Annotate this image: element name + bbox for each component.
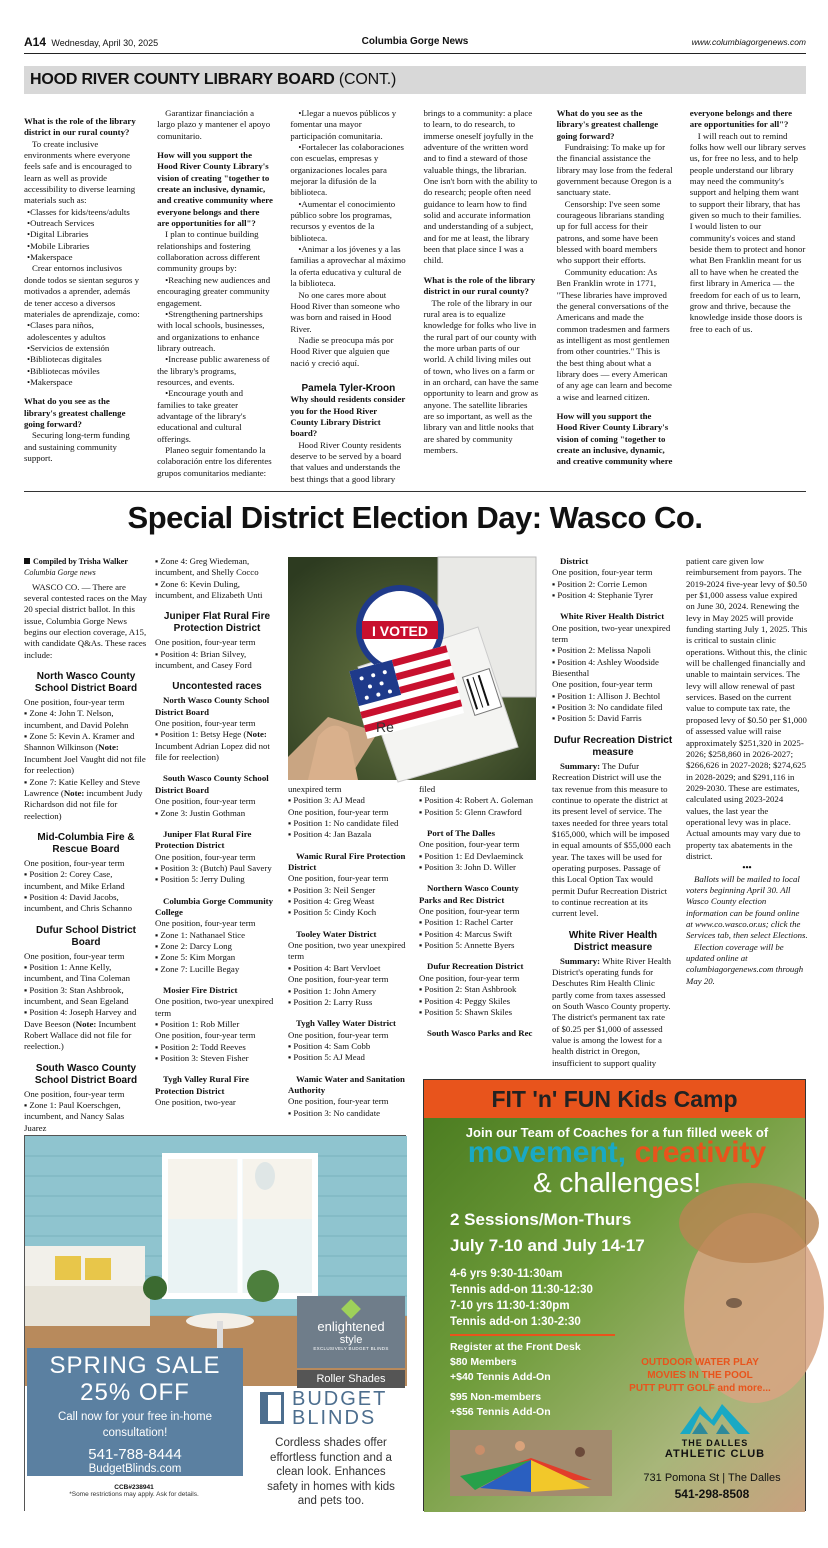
library-paragraph: No one cares more about Hood River than someone who was born and raised in Hood River. xyxy=(290,289,400,334)
library-question: What do you see as the library's greatest challenge going forward? xyxy=(24,396,126,429)
camp-word-movement: movement, xyxy=(467,1136,627,1169)
camp-time-slot: 7-10 yrs 11:30-1:30pm xyxy=(450,1300,570,1312)
race-subheading: Tygh Valley Water District xyxy=(296,1018,396,1029)
race-entry: One position, four-year term xyxy=(419,839,520,850)
race-entry: One position, two-year xyxy=(155,1097,236,1108)
measure-summary: Summary: White River Health District's operating funds for Deschutes Rim Health Clinic partly come from taxes assessed on South Wasco County property. The district's permanent tax rate of $0.25 per $1,000 of assessed value is among the lowest for a health district in Oregon, insufficient to support quality patient care given low reimbursement from payors. The 2019-2024 five-year levy of $0.50 per $1,000 assess value expired on June 30, 2024. Renewing the levy in May 2025 will provide funding starting July 1, 2025. This is critical to sustain clinic operations. Without this, the clinic will be challenged financially and unable to maintain services. The levy will allow renewal of past services. Based on the current value to compute tax rate, the proposed levy of $0.50 per $1,000 of assessed value will raise approximately $251,320 in 2025-2026; $258,860 in 2026-2027; $266,626 in 2027-2028; $274,625 in 2028-2029; and $291,116 in 2029-2030. These are estimates, calculated using 2023-2024 values, the last year the operational levy was in place. Actual amounts may vary due to property tax abatements in the district. xyxy=(552,556,808,1068)
race-subheading: Port of The Dalles xyxy=(427,828,496,839)
envelope-text: Re xyxy=(376,719,394,735)
camp-price-nonmembers: $95 Non-members xyxy=(450,1391,542,1403)
library-paragraph: •Increase public awareness of the library's programs, resources, and events. xyxy=(157,354,270,387)
race-entry: ▪ Position 3: Neil Senger xyxy=(288,884,376,895)
library-paragraph: Censorship: I've seen some courageous librarians standing up for full access for their patrons, and some have been blessed with board members who support their efforts. xyxy=(556,198,665,266)
race-entry: unexpired term xyxy=(288,784,342,794)
library-question: What is the role of the library district in our rural county? xyxy=(24,116,136,138)
race-entry: ▪ Position 4: Stephanie Tyrer xyxy=(552,590,654,601)
library-question: What do you see as the library's greatest challenge going forward? xyxy=(556,108,659,141)
camp-time-slot: 4-6 yrs 9:30-11:30am xyxy=(450,1268,563,1280)
brand-sub: EXCLUSIVELY BUDGET BLINDS xyxy=(313,1346,389,1351)
logo-line-2: BLINDS xyxy=(292,1407,377,1429)
brand-line-2: style xyxy=(339,1334,363,1346)
race-entry: ▪ Position 1: Ed Devlaeminck xyxy=(419,850,524,861)
website-url[interactable]: www.columbiagorgenews.com xyxy=(691,37,806,47)
race-entry: ▪ Position 3: John D. Willer xyxy=(419,862,516,873)
race-entry: One position, four-year term xyxy=(24,950,125,961)
race-entry: ▪ Position 2: Larry Russ xyxy=(288,996,373,1007)
sale-phone[interactable]: 541-788-8444 xyxy=(88,1446,182,1463)
race-subheading: Tooley Water District xyxy=(296,928,377,939)
club-address: 731 Pomona St | The Dalles xyxy=(643,1472,781,1484)
race-entry: ▪ Position 3: AJ Mead xyxy=(288,795,365,806)
ccb-number: CCB#238941 xyxy=(114,1484,154,1491)
race-heading: White River Health District measure xyxy=(568,929,658,953)
race-subheading: Wamic Water and Sanitation Authority xyxy=(288,1073,405,1095)
race-entry: One position, two-year unexpired term xyxy=(155,996,274,1018)
kids-camp-ad[interactable] xyxy=(423,1079,806,1511)
section-title: HOOD RIVER COUNTY LIBRARY BOARD xyxy=(30,71,335,88)
race-entry: One position, two-year unexpired term xyxy=(552,622,671,645)
race-entry: One position, four-year term xyxy=(24,1088,125,1099)
race-entry: ▪ Position 4: Sam Cobb xyxy=(288,1040,371,1051)
race-entry: One position, four-year term xyxy=(288,1029,389,1040)
race-entry: One position, four-year term xyxy=(24,857,125,868)
race-entry: ▪ Zone 5: Kim Morgan xyxy=(155,952,236,963)
race-entry: ▪ Position 1: No candidate filed xyxy=(288,818,399,829)
race-entry: One position, four-year term xyxy=(288,974,389,985)
brand-line-1: enlightened xyxy=(317,1319,385,1334)
race-entry: One position, four-year term xyxy=(155,637,256,648)
camp-time-slot: Tennis add-on 1:30-2:30 xyxy=(450,1316,581,1328)
library-paragraph: To create inclusive environments where everyone feels safe and is encouraged to learn as well as provide accessibility to diverse learning materials such as: xyxy=(24,138,136,206)
camp-extra: MOVIES IN THE POOL xyxy=(647,1370,753,1381)
camp-sessions: 2 Sessions/Mon-Thurs xyxy=(450,1210,632,1229)
library-paragraph: I plan to continue building relationships and fostering collaboration across different community groups by: xyxy=(157,229,261,274)
camp-word-challenges: & challenges! xyxy=(532,1167,702,1198)
ad-copy: Cordless shades offer effortless function and a clean look. Enhances safety in homes with kids and pets too. xyxy=(267,1437,395,1507)
race-subheading: Mosier Fire District xyxy=(163,984,238,995)
race-entry: ▪ Position 3: (Butch) Paul Savery xyxy=(155,862,272,873)
race-entry: ▪ Position 5: Glenn Crawford xyxy=(419,806,522,817)
race-entry: ▪ Position 4: Jan Bazala xyxy=(288,829,372,840)
page-number-text: A14 xyxy=(24,35,47,49)
library-paragraph: •Bibliotecas digitales xyxy=(27,354,102,365)
race-entry: filed xyxy=(419,784,436,794)
race-entry: ▪ Position 4: Greg Weast xyxy=(288,896,375,907)
sale-line-2: 25% OFF xyxy=(80,1379,190,1406)
sale-line-1: SPRING SALE xyxy=(49,1352,221,1379)
race-heading: Juniper Flat Rural Fire Protection District xyxy=(163,611,271,635)
budget-blinds-logo-icon xyxy=(260,1392,284,1424)
camp-price-nonmembers-tennis: +$56 Tennis Add-On xyxy=(450,1406,551,1418)
sale-panel xyxy=(27,1348,243,1476)
race-subheading: North Wasco County School District Board xyxy=(155,695,270,717)
election-column-3 xyxy=(288,784,410,1129)
section-banner xyxy=(24,66,806,94)
enlightened-style-badge xyxy=(297,1296,405,1368)
race-entry: One position, four-year term xyxy=(419,906,520,917)
race-heading: Mid-Columbia Fire & Rescue Board xyxy=(37,831,135,855)
race-entry: ▪ Position 5: Jerry Duling xyxy=(155,874,245,885)
race-entry: ▪ Position 4: Robert A. Goleman xyxy=(419,795,534,806)
library-paragraph: •Digital Libraries xyxy=(27,229,89,240)
library-paragraph: •Makerspace xyxy=(27,376,73,387)
parachute-photo xyxy=(450,1430,612,1496)
race-entry: ▪ Position 4: Joseph Harvey and Dave Beeson (Note: Incumbent Robert Wallace did not file for reelection.) xyxy=(24,1007,137,1052)
race-entry: ▪ Position 5: David Farris xyxy=(552,713,642,724)
race-entry: One position, four-year term xyxy=(155,1030,256,1041)
library-paragraph: I will reach out to remind folks how well our library serves us, for free no less, and to help people understand our library may need the community's support and helping them want to support their library, that has given so much to their families. I would listen to our community's voices and stand beside them to protect and honor what Ben Franklin meant for us all to have when he created the first library in America — the freedom for each of us to learn, grow and thrive, because the knowledge inside those doors is free to each of us. xyxy=(689,130,806,334)
sale-call: Call now for your free in-home consultation! xyxy=(57,1411,213,1439)
race-entry: One position, four-year term xyxy=(155,718,256,729)
i-voted-photo xyxy=(288,557,536,780)
page-header xyxy=(24,32,806,54)
camp-price-members-tennis: +$40 Tennis Add-On xyxy=(450,1371,551,1383)
race-entry: ▪ Position 4: Marcus Swift xyxy=(419,928,513,939)
race-entry: ▪ Position 5: AJ Mead xyxy=(288,1052,365,1063)
race-entry: ▪ Position 4: Brian Silvey, incumbent, and Casey Ford xyxy=(155,648,252,671)
race-entry: One position, four-year term xyxy=(419,972,520,983)
library-paragraph: The role of the library in our rural area is to equalize knowledge for folks who live in the rural part of our county with the more urban parts of our world. A child living miles out of town, who lives on a farm or in an orchard, can have the same opportunity to learn and grow as anyone. The satellite libraries are so important, as well as the library van and little nooks that are shared by community members. xyxy=(423,297,539,455)
camp-extras xyxy=(600,1356,800,1395)
race-entry: One position, four-year term xyxy=(552,679,653,690)
race-entry: ▪ Position 3: No candidate xyxy=(288,1107,381,1118)
fine-print xyxy=(25,1484,243,1498)
logo-line-1: BUDGET xyxy=(292,1388,388,1410)
camp-join: Join our Team of Coaches for a fun filled week of xyxy=(465,1125,769,1140)
camp-register: Register at the Front Desk xyxy=(450,1341,581,1353)
race-entry: ▪ Zone 4: Greg Wiedeman, incumbent, and Shelly Cocco xyxy=(155,556,259,578)
race-entry: ▪ Position 4: Peggy Skiles xyxy=(419,995,511,1006)
race-entry: ▪ Zone 1: Paul Koerschgen, incumbent, and Nancy Salas Juarez xyxy=(24,1100,125,1133)
race-entry: ▪ Zone 2: Darcy Long xyxy=(155,940,232,951)
race-entry: ▪ Zone 1: Nathanael Stice xyxy=(155,929,246,940)
restrictions-note: *Some restrictions may apply. Ask for details. xyxy=(69,1491,199,1498)
race-entry: One position, four-year term xyxy=(552,567,653,578)
race-entry: One position, four-year term xyxy=(24,697,125,708)
library-paragraph: •Clases para niños, adolescentes y adultos xyxy=(27,320,106,342)
race-entry: ▪ Position 5: Shawn Skiles xyxy=(419,1006,513,1017)
library-paragraph: Community education: As Ben Franklin wrote in 1771, "These libraries have improved the general conversations of the Americans and made the common tradesmen and farmers as intelligent as most gentlemen from other countries." This is the best thing about what a library does — every American of any age can learn and become a wise and learned citizen. xyxy=(556,266,672,402)
camp-title: FIT 'n' FUN Kids Camp xyxy=(424,1080,805,1118)
camp-times xyxy=(450,1266,593,1330)
race-subheading: Tygh Valley Rural Fire Protection District xyxy=(155,1074,249,1096)
library-board-article xyxy=(24,108,806,486)
race-entry: One position, four-year term xyxy=(288,873,389,884)
race-subheading: Dufur Recreation District xyxy=(427,961,524,972)
camp-price-members: $80 Members xyxy=(450,1356,517,1368)
product-label: Roller Shades xyxy=(297,1370,405,1388)
library-paragraph: •Aumentar el conocimiento público sobre los programas, recursos y eventos de la biblioteca. xyxy=(290,198,396,243)
library-paragraph: •Classes for kids/teens/adults xyxy=(27,206,130,217)
byline-org: Columbia Gorge news xyxy=(24,568,96,578)
library-paragraph: •Encourage youth and families to take greater advantage of the library's educational and cultural offerings. xyxy=(157,388,246,444)
election-column-2 xyxy=(155,556,279,1126)
election-column-5 xyxy=(552,556,808,1076)
race-entry: ▪ Position 4: David Jacobs, incumbent, and Chris Schanno xyxy=(24,891,132,914)
library-paragraph: Garantizar financiación a largo plazo y mantener el apoyo comunitario. xyxy=(157,108,271,141)
library-paragraph: •Strengthening partnerships with local schools, businesses, and organizations to enhance library outreach. xyxy=(157,308,265,353)
camp-dates: July 7-10 and July 14-17 xyxy=(450,1236,645,1255)
race-entry: One position, four-year term xyxy=(155,918,256,929)
library-paragraph: Nadie se preocupa más por Hood River que alguien que nació y creció aquí. xyxy=(290,334,394,368)
race-entry: ▪ Position 1: Anne Kelly, incumbent, and Tina Coleman xyxy=(24,961,131,984)
race-subheading: White River Health District xyxy=(560,611,665,622)
race-heading: North Wasco County School District Board xyxy=(34,671,138,695)
race-subheading: Columbia Gorge Community College xyxy=(155,895,273,917)
camp-divider xyxy=(450,1334,615,1336)
race-entry: ▪ Position 2: Stan Ashbrook xyxy=(419,984,517,995)
race-entry: ▪ Position 2: Corrie Lemon xyxy=(552,578,647,589)
election-headline: Special District Election Day: Wasco Co. xyxy=(127,500,703,535)
race-entry: ▪ Position 1: Betsy Hege (Note: Incumbent Adrian Lopez did not file for reelection) xyxy=(155,729,270,763)
camp-headline xyxy=(432,1136,802,1170)
race-subheading: Wamic Rural Fire Protection District xyxy=(288,850,406,873)
race-entry: ▪ Position 1: John Amery xyxy=(288,985,377,996)
library-paragraph: Securing long-term funding and sustaining community support. xyxy=(24,430,130,463)
club-line-1: THE DALLES xyxy=(681,1438,749,1448)
race-entry: ▪ Position 5: Cindy Koch xyxy=(288,907,377,918)
club-line-2: ATHLETIC CLUB xyxy=(664,1448,766,1460)
candidate-name: Pamela Tyler-Kroon xyxy=(301,382,396,394)
measure-summary: Summary: The Dufur Recreation District will use the tax revenue from this measure to continue to operate the district at its present level of service. The taxes needed for three years total $165,000, which will be imposed in equal amounts of $55,000 each year. The taxes will be used for operating purposes. Passage of this Local Option Tax would permit Dufur Recreation District to continue recreation at its current level. xyxy=(552,760,671,919)
race-subheading: Juniper Flat Rural Fire Protection District xyxy=(155,828,252,851)
camp-extra: PUTT PUTT GOLF and more... xyxy=(629,1383,771,1394)
race-heading: Uncontested races xyxy=(172,681,262,693)
library-paragraph: Fundraising: To make up for the financial assistance the library may lose from the federal government because Oregon is a sanctuary state. xyxy=(556,142,673,198)
camp-word-creativity: creativity xyxy=(634,1136,767,1169)
library-paragraph: •Fortalecer las colaboraciones con escuelas, empresas y organizaciones locales para mejorar la difusión de la biblioteca. xyxy=(290,142,404,198)
library-paragraph: •Animar a los jóvenes y a las familias a aprovechar al máximo la oferta educativa y cultural de la biblioteca. xyxy=(290,244,406,289)
library-paragraph: Crear entornos inclusivos donde todos se sientan seguros y motivados a aprender, además de tener acceso a diversos materiales de aprendizaje, como: xyxy=(24,263,140,319)
race-entry: ▪ Position 3: No candidate filed xyxy=(552,702,663,713)
sale-website[interactable]: BudgetBlinds.com xyxy=(88,1463,182,1475)
race-entry: ▪ Zone 7: Katie Kelley and Steve Lawrence (Note: incumbent Judy Richardson did not file for reelection) xyxy=(24,776,143,821)
election-note: Election coverage will be updated online at columbiagorgenews.com through May 20. xyxy=(686,941,804,986)
library-paragraph: Hood River County residents deserve to be served by a board that values and understands the best things that a good library brings to a community: a place to learn, to do research, to immerse oneself joyfully in the adventure of the written word and to find a steward of those valuable things, the librarian. One isn't born with the ability to do research; people often need guidance to learn how to find solid and accurate information and understanding of a subject, and for me at least, the library been that place since I was a child. xyxy=(290,108,538,484)
sticker-text: I VOTED xyxy=(371,623,429,639)
library-paragraph: •Servicios de extensión xyxy=(27,342,110,353)
library-question: What is the role of the library district in our rural county? xyxy=(423,274,536,297)
race-entry: One position, two year unexpired term xyxy=(288,940,406,962)
camp-pricing xyxy=(450,1340,581,1420)
race-entry: ▪ Position 2: Melissa Napoli xyxy=(552,645,651,656)
race-entry: ▪ Position 1: Allison J. Bechtol xyxy=(552,690,661,701)
enlightened-logo-icon xyxy=(341,1299,361,1319)
race-entry: ▪ Position 1: Rob Miller xyxy=(155,1019,240,1029)
library-paragraph: Planeo seguir fomentando la colaboración entre los diferentes grupos comunitarios mediante: xyxy=(157,444,272,478)
library-paragraph: •Makerspace xyxy=(27,252,73,263)
library-question: How will you support the Hood River County Library's vision of coming "together to create an inclusive, dynamic, and creative community where everyone belongs and there are opportunities for all"? xyxy=(556,108,792,467)
race-entry: ▪ Zone 3: Justin Gothman xyxy=(155,807,246,818)
separator-dots: ••• xyxy=(742,862,752,873)
race-heading: Dufur Recreation District measure xyxy=(553,734,673,758)
race-entry: ▪ Position 5: Annette Byers xyxy=(419,940,515,951)
race-entry: One position, four-year term xyxy=(288,1096,389,1107)
library-paragraph: •Outreach Services xyxy=(27,218,95,229)
race-entry: ▪ Zone 7: Lucille Begay xyxy=(155,963,240,974)
race-subheading: District xyxy=(560,556,589,566)
byline xyxy=(24,556,148,579)
camp-time-slot: Tennis add-on 11:30-12:30 xyxy=(450,1284,593,1296)
race-entry: ▪ Zone 6: Kevin Duling, incumbent, and Elizabeth Unti xyxy=(155,578,263,601)
photo-illustration xyxy=(288,557,536,780)
camp-extra: OUTDOOR WATER PLAY xyxy=(641,1357,759,1368)
issue-date: Wednesday, April 30, 2025 xyxy=(51,38,159,48)
race-entry: ▪ Position 2: Corey Case, incumbent, and Mike Erland xyxy=(24,869,125,891)
byline-square-icon xyxy=(24,558,30,564)
club-phone[interactable]: 541-298-8508 xyxy=(674,1487,750,1501)
race-entry: ▪ Zone 4: John T. Nelson, incumbent, and David Polehn xyxy=(24,708,129,730)
race-entry: ▪ Position 3: Steven Fisher xyxy=(155,1053,249,1064)
race-entry: ▪ Position 4: Bart Vervloet xyxy=(288,962,381,973)
library-paragraph: •Reaching new audiences and encouraging greater community engagement. xyxy=(157,274,271,308)
newspaper-name: Columbia Gorge News xyxy=(361,36,469,47)
library-paragraph: •Mobile Libraries xyxy=(27,240,90,251)
race-subheading: South Wasco County School District Board xyxy=(155,773,269,795)
section-continued: (CONT.) xyxy=(338,71,397,88)
election-column-1 xyxy=(24,556,148,1133)
race-subheading: South Wasco Parks and Rec xyxy=(427,1028,533,1039)
race-subheading: Northern Wasco County Parks and Rec District xyxy=(419,883,519,905)
race-entry: ▪ Position 1: Rachel Carter xyxy=(419,917,514,928)
election-note: Ballots will be mailed to local voters beginning April 30. All Wasco County election information can be found online at www.co.wasco.or.us; click the Services tab, then select Elections. xyxy=(686,873,808,941)
election-intro: WASCO CO. — There are several contested races on the May 20 special district ballot. In this issue, Columbia Gorge News begins our election coverage, A15, with candidate Q&As. These races include: xyxy=(24,581,147,660)
race-entry: ▪ Position 2: Todd Reeves xyxy=(155,1041,246,1052)
race-entry: ▪ Zone 5: Kevin A. Kramer and Shannon Wilkinson (Note: Incumbent Joel Vaught did not file for reelection) xyxy=(24,731,146,776)
race-entry: ▪ Position 4: Ashley Woodside Biesenthal xyxy=(552,656,659,679)
library-question: How will you support the Hood River County Library's vision of creating "together to create an inclusive, dynamic, and creative community where everyone belongs and there are opportunities for all"? xyxy=(157,150,273,229)
race-entry: One position, four-year term xyxy=(155,796,256,807)
budget-blinds-logo xyxy=(260,1388,400,1428)
budget-blinds-ad[interactable] xyxy=(24,1135,406,1511)
race-heading: Dufur School District Board xyxy=(35,924,136,948)
library-question: Why should residents consider you for the Hood River County Library District board? xyxy=(290,394,406,439)
election-column-4 xyxy=(419,784,541,1084)
race-entry: One position, four-year term xyxy=(288,806,389,817)
library-paragraph: •Bibliotecas móviles xyxy=(27,365,100,376)
mountain-logo-icon xyxy=(680,1400,750,1434)
library-paragraph: •Llegar a nuevos públicos y fomentar una mayor participación comunitaria. xyxy=(290,108,397,141)
race-entry: One position, four-year term xyxy=(155,851,256,862)
section-divider xyxy=(24,491,806,492)
byline-author: Compiled by Trisha Walker xyxy=(33,557,128,566)
race-heading: South Wasco County School District Board xyxy=(34,1062,138,1086)
race-entry: ▪ Position 3: Stan Ashbrook, incumbent, and Sean Egeland xyxy=(24,984,129,1006)
